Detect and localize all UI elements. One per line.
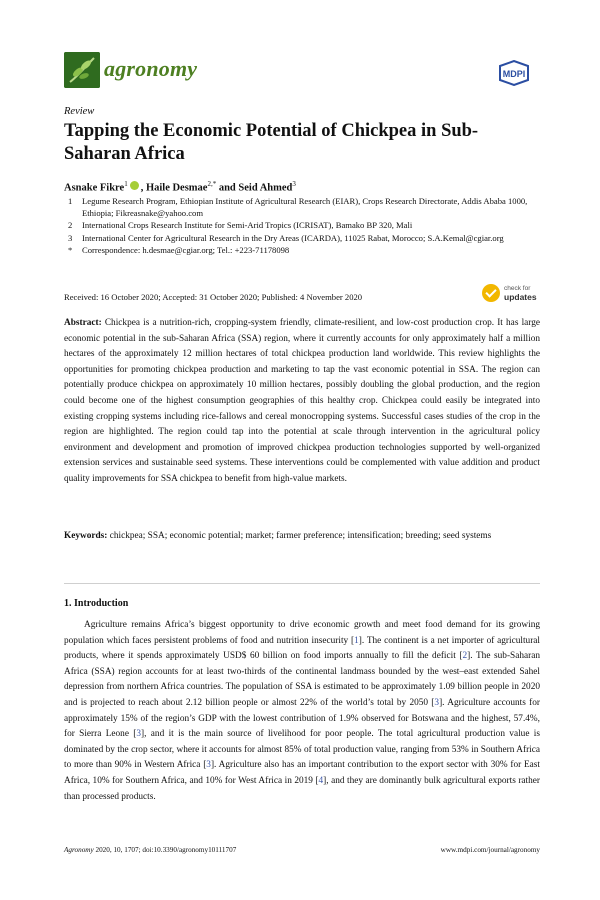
reference-link[interactable]: 4 bbox=[318, 775, 324, 786]
author-list bbox=[64, 180, 296, 194]
introduction-text: ]. Agriculture accounts for approximately 15% of the region’s GDP with the lowest contribution of 1.9% observed for Botswana and the highest, 57.4%, for Sierra Leone [ bbox=[64, 697, 540, 740]
check-for-updates-badge[interactable] bbox=[482, 282, 552, 304]
reference-link[interactable]: 1 bbox=[354, 635, 359, 646]
keywords bbox=[64, 529, 540, 545]
affiliation-text: Legume Research Program, Ethiopian Institute of Agricultural Research (EIAR), Crops Research Directorate, Addis Ababa 1000, Ethiopia; Fikreasnake@yahoo.com bbox=[82, 196, 528, 218]
affiliation-text: International Center for Agricultural Research in the Dry Areas (ICARDA), 11025 Rabat, Morocco; S.A.Kemal@cgiar.org bbox=[82, 232, 504, 243]
reference-link[interactable]: 3 bbox=[136, 729, 142, 740]
abstract bbox=[64, 316, 540, 488]
introduction-text: Agriculture remains Africa’s biggest opportunity to drive economic growth and meet food demand for its growing population which faces persistent problems of food and nutrition insecurity [ bbox=[64, 620, 540, 646]
footer-url[interactable]: www.mdpi.com/journal/agronomy bbox=[440, 846, 540, 854]
reference-link[interactable]: 2 bbox=[462, 651, 468, 662]
introduction-text: ], and it is the main source of livelihood for poor people. The total agricultural production value is dominated by the crop sector, where it accounts for almost 85% of total production value, ranging from 53% in Southern Africa to more than 90% in Western Africa [ bbox=[64, 729, 540, 771]
author-affiliation-mark: 3 bbox=[292, 180, 296, 188]
introduction-text: ], and they are dominantly bulk agricultural exports rather than processed products. bbox=[64, 775, 541, 802]
article-title: Tapping the Economic Potential of Chickpea in Sub-Saharan Africa bbox=[64, 121, 479, 164]
reference-link[interactable]: 3 bbox=[206, 760, 211, 771]
journal-logo-icon bbox=[64, 52, 100, 88]
affiliation-mark: 2 bbox=[68, 220, 73, 231]
author-separator: , bbox=[140, 182, 146, 194]
check-updates-label bbox=[504, 284, 537, 302]
affiliation-text: International Crops Research Institute for Semi-Arid Tropics (ICRISAT), Bamako BP 320, Mali bbox=[82, 220, 413, 231]
introduction-text: ]. The sub-Saharan Africa (SSA) region accounts for at least two-thirds of the continental landmass bounded by the west–east extended Sahel depression from northern Africa countries. The population of SSA is estimated to be approximately 1.09 billion people in 2020 and is projected to reach about 2.12 billion people or almost 22% of the world’s total by 2050 [ bbox=[64, 651, 540, 708]
affiliation-mark: 1 bbox=[68, 196, 73, 206]
affiliation-item bbox=[64, 196, 542, 219]
keywords-text: chickpea; SSA; economic potential; market; farmer preference; intensification; breeding; seed systems bbox=[109, 531, 492, 541]
introduction-paragraph bbox=[64, 618, 540, 805]
section-divider bbox=[64, 583, 540, 584]
publication-dates: Received: 16 October 2020; Accepted: 31 October 2020; Published: 4 November 2020 bbox=[64, 292, 363, 302]
checkmark-icon bbox=[482, 284, 500, 302]
affiliation-item bbox=[64, 220, 542, 232]
article-type: Review bbox=[64, 106, 95, 117]
reference-link[interactable]: 3 bbox=[434, 697, 440, 708]
introduction-text: ]. Agriculture also has an important contribution to the export sector with 30% for East Africa, 10% for Southern Africa, and 10% for West Africa in 2019 [ bbox=[64, 760, 540, 786]
author-affiliation-mark: 1 bbox=[124, 180, 128, 188]
affiliation-item bbox=[64, 233, 542, 245]
author-separator: and bbox=[216, 182, 239, 194]
orcid-icon[interactable] bbox=[130, 181, 139, 190]
abstract-text: Chickpea is a nutrition-rich, cropping-system friendly, climate-resilient, and low-cost production crop. It has large economic potential in the sub-Saharan Africa (SSA) region, where it currently accounts for only approximately half a million hectares of the approximately 12 million hectares of total chickpea production land worldwide. This review highlights the opportunities for promoting chickpea production and marketing to tap the vast economic potential in SSA. The region can potentially produce chickpea on approximately 10 million hectares, possibly doubling the global production, and the region could become one of the highest consumption geographies of this healthy crop. Chickpea could easily be integrated into existing cropping systems including rice-fallows and cereal monocropping systems. Successful cases studies of the crop in the region are highlighted. The region could tap into the potential at scale through intervention in the agricultural policy environment and development and promotion of improved chickpea production technologies supported by well-organized extension services and sustainable seed systems. These interventions could be complemented with value addition and product quality improvements for SSA chickpea to benefit from high-value markets. bbox=[64, 318, 540, 484]
author-name[interactable]: Haile Desmae bbox=[145, 182, 208, 194]
correspondence-text: Correspondence: h.desmae@cgiar.org; Tel.: +223-71178098 bbox=[82, 245, 290, 256]
affiliation-list bbox=[64, 196, 542, 258]
footer-citation-text: 2020, 10, 1707; doi:10.3390/agronomy10111707 bbox=[93, 846, 237, 854]
keywords-label: Keywords: bbox=[64, 531, 108, 541]
footer-citation bbox=[64, 846, 236, 854]
journal-name: agronomy bbox=[104, 56, 198, 81]
mdpi-logo-icon bbox=[496, 60, 532, 86]
check-updates-small: check for bbox=[504, 285, 531, 292]
author-name[interactable]: Asnake Fikre bbox=[64, 182, 125, 194]
check-updates-big: updates bbox=[504, 292, 537, 302]
affiliation-mark: 3 bbox=[68, 232, 73, 243]
abstract-label: Abstract: bbox=[64, 318, 102, 328]
author-affiliation-mark: 2,* bbox=[207, 180, 217, 188]
footer-journal: Agronomy bbox=[64, 846, 94, 854]
correspondence-item bbox=[64, 245, 542, 257]
author-name[interactable]: Seid Ahmed bbox=[238, 182, 293, 194]
affiliation-mark: * bbox=[68, 245, 73, 256]
mdpi-logo-text: MDPI bbox=[502, 69, 526, 79]
introduction-text: ]. The continent is a net importer of agricultural products, where it spends approximately USD$ 60 billion on food imports annually to fill the deficit [ bbox=[64, 635, 540, 662]
section-heading-introduction: 1. Introduction bbox=[64, 598, 129, 609]
